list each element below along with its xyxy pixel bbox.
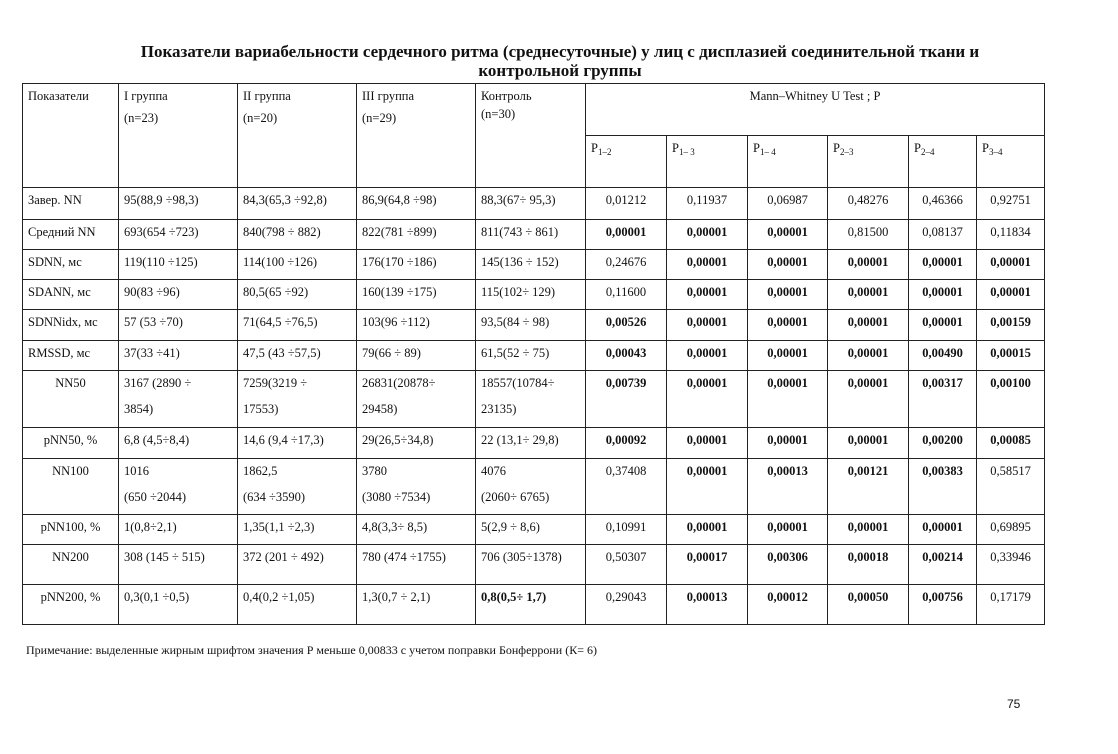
value-cell-c2 xyxy=(238,428,357,459)
value-text: 71(64,5 ÷76,5) xyxy=(243,315,318,329)
value-cell-c4 xyxy=(476,459,586,515)
value-cell-c3 xyxy=(357,459,476,515)
p-base: P xyxy=(914,141,921,155)
row-label: NN50 xyxy=(23,371,119,428)
value-text-cont: (2060÷ 6765) xyxy=(481,490,550,504)
value-text: 0,8(0,5÷ 1,7) xyxy=(481,590,547,604)
p-subscript: 3–4 xyxy=(988,147,1003,157)
p-value-cell: 0,00001 xyxy=(909,280,977,310)
header-p-1 xyxy=(586,136,667,188)
header-group-2 xyxy=(238,84,357,188)
header-group-4 xyxy=(476,84,586,188)
p-base: P xyxy=(672,141,679,155)
p-value-cell: 0,00214 xyxy=(909,545,977,585)
p-value-cell: 0,00001 xyxy=(748,341,828,371)
header-row-1 xyxy=(23,84,1045,136)
p-value-cell: 0,00100 xyxy=(977,371,1045,428)
p-value-cell: 0,00050 xyxy=(828,585,909,625)
value-text: 780 (474 ÷1755) xyxy=(362,550,446,564)
value-text: 4,8(3,3÷ 8,5) xyxy=(362,520,428,534)
value-text: 1(0,8÷2,1) xyxy=(124,520,177,534)
value-text: 90(83 ÷96) xyxy=(124,285,180,299)
p-value-cell: 0,17179 xyxy=(977,585,1045,625)
value-cell-c4 xyxy=(476,341,586,371)
value-cell-c3 xyxy=(357,220,476,250)
header-p-3 xyxy=(748,136,828,188)
p-base: P xyxy=(591,141,598,155)
value-text: 822(781 ÷899) xyxy=(362,225,437,239)
row-label: NN200 xyxy=(23,545,119,585)
p-value-cell: 0,46366 xyxy=(909,188,977,220)
value-text: 1862,5 xyxy=(243,464,278,478)
p-value-cell: 0,00001 xyxy=(748,250,828,280)
value-text: 693(654 ÷723) xyxy=(124,225,199,239)
p-base: P xyxy=(753,141,760,155)
p-value-cell: 0,33946 xyxy=(977,545,1045,585)
value-cell-c3 xyxy=(357,188,476,220)
p-value-cell: 0,00018 xyxy=(828,545,909,585)
row-label: Средний NN xyxy=(23,220,119,250)
value-text: 95(88,9 ÷98,3) xyxy=(124,193,199,207)
p-value-cell: 0,00001 xyxy=(828,341,909,371)
table-row xyxy=(23,310,1045,341)
table-row xyxy=(23,545,1045,585)
group-name: III группа xyxy=(362,89,415,103)
p-value-cell: 0,00001 xyxy=(667,341,748,371)
value-text: 37(33 ÷41) xyxy=(124,346,180,360)
page-number: 75 xyxy=(1007,697,1021,711)
value-text: 0,3(0,1 ÷0,5) xyxy=(124,590,190,604)
value-text-cont: 17553) xyxy=(243,402,279,416)
p-value-cell: 0,00001 xyxy=(977,280,1045,310)
header-group-3 xyxy=(357,84,476,188)
value-cell-c3 xyxy=(357,515,476,545)
row-label: SDANN, мс xyxy=(23,280,119,310)
p-value-cell: 0,37408 xyxy=(586,459,667,515)
p-value-cell: 0,00001 xyxy=(667,310,748,341)
value-cell-c2 xyxy=(238,341,357,371)
p-value-cell: 0,00013 xyxy=(667,585,748,625)
p-value-cell: 0,00085 xyxy=(977,428,1045,459)
value-text: 79(66 ÷ 89) xyxy=(362,346,421,360)
value-text-cont: (650 ÷2044) xyxy=(124,490,187,504)
group-name: I группа xyxy=(124,89,168,103)
value-text: 6,8 (4,5÷8,4) xyxy=(124,433,190,447)
value-cell-c3 xyxy=(357,310,476,341)
value-text: 308 (145 ÷ 515) xyxy=(124,550,205,564)
p-value-cell: 0,00200 xyxy=(909,428,977,459)
value-cell-c1 xyxy=(119,250,238,280)
header-p-6 xyxy=(977,136,1045,188)
p-value-cell: 0,24676 xyxy=(586,250,667,280)
table-row xyxy=(23,585,1045,625)
row-label: RMSSD, мс xyxy=(23,341,119,371)
row-label: SDNNidx, мс xyxy=(23,310,119,341)
value-cell-c2 xyxy=(238,280,357,310)
p-value-cell: 0,00001 xyxy=(909,515,977,545)
p-value-cell: 0,00001 xyxy=(748,371,828,428)
value-text: 61,5(52 ÷ 75) xyxy=(481,346,550,360)
p-value-cell: 0,11937 xyxy=(667,188,748,220)
p-value-cell: 0,00092 xyxy=(586,428,667,459)
title-line-1: Показатели вариабельности сердечного ритма (среднесуточные) у лиц с дисплазией соединительной ткани и xyxy=(140,42,980,61)
p-value-cell: 0,11834 xyxy=(977,220,1045,250)
table-row xyxy=(23,341,1045,371)
value-cell-c4 xyxy=(476,310,586,341)
value-cell-c1 xyxy=(119,371,238,428)
value-text: 57 (53 ÷70) xyxy=(124,315,183,329)
value-cell-c1 xyxy=(119,459,238,515)
value-text: 86,9(64,8 ÷98) xyxy=(362,193,437,207)
p-value-cell: 0,00001 xyxy=(828,428,909,459)
value-text-cont: 29458) xyxy=(362,402,398,416)
table-title xyxy=(60,42,1060,80)
value-text: 88,3(67÷ 95,3) xyxy=(481,193,556,207)
p-value-cell: 0,92751 xyxy=(977,188,1045,220)
value-text: 115(102÷ 129) xyxy=(481,285,556,299)
p-value-cell: 0,00001 xyxy=(828,250,909,280)
table-row xyxy=(23,250,1045,280)
p-subscript: 1– 3 xyxy=(678,147,695,157)
p-value-cell: 0,00739 xyxy=(586,371,667,428)
value-text: 80,5(65 ÷92) xyxy=(243,285,309,299)
header-p-5 xyxy=(909,136,977,188)
footnote: Примечание: выделенные жирным шрифтом значения Р меньше 0,00833 с учетом поправки Бонферрони (К= 6) xyxy=(26,643,597,657)
value-text: 22 (13,1÷ 29,8) xyxy=(481,433,559,447)
p-value-cell: 0,08137 xyxy=(909,220,977,250)
value-text: 103(96 ÷112) xyxy=(362,315,430,329)
p-base: P xyxy=(982,141,989,155)
value-cell-c1 xyxy=(119,341,238,371)
p-value-cell: 0,00001 xyxy=(748,280,828,310)
table-row xyxy=(23,428,1045,459)
value-cell-c3 xyxy=(357,545,476,585)
group-n: (n=29) xyxy=(362,111,397,125)
row-label: Завер. NN xyxy=(23,188,119,220)
value-cell-c2 xyxy=(238,250,357,280)
value-cell-c4 xyxy=(476,428,586,459)
p-value-cell: 0,00001 xyxy=(977,250,1045,280)
value-cell-c1 xyxy=(119,310,238,341)
value-cell-c2 xyxy=(238,515,357,545)
value-text: 1,3(0,7 ÷ 2,1) xyxy=(362,590,431,604)
value-cell-c3 xyxy=(357,428,476,459)
p-value-cell: 0,00001 xyxy=(828,515,909,545)
value-text: 811(743 ÷ 861) xyxy=(481,225,559,239)
p-value-cell: 0,00001 xyxy=(909,310,977,341)
value-cell-c4 xyxy=(476,220,586,250)
value-cell-c3 xyxy=(357,250,476,280)
value-cell-c4 xyxy=(476,250,586,280)
value-cell-c1 xyxy=(119,188,238,220)
p-value-cell: 0,00012 xyxy=(748,585,828,625)
value-text: 1,35(1,1 ÷2,3) xyxy=(243,520,315,534)
value-cell-c4 xyxy=(476,188,586,220)
value-cell-c2 xyxy=(238,585,357,625)
group-n: (n=20) xyxy=(243,111,278,125)
value-text: 176(170 ÷186) xyxy=(362,255,437,269)
value-cell-c4 xyxy=(476,280,586,310)
value-text: 4076 xyxy=(481,464,506,478)
p-value-cell: 0,00001 xyxy=(667,280,748,310)
group-name: Контроль xyxy=(481,89,532,103)
value-cell-c3 xyxy=(357,585,476,625)
p-value-cell: 0,00013 xyxy=(748,459,828,515)
value-text: 840(798 ÷ 882) xyxy=(243,225,321,239)
p-subscript: 2–3 xyxy=(839,147,854,157)
header-p-2 xyxy=(667,136,748,188)
p-value-cell: 0,00001 xyxy=(748,310,828,341)
value-cell-c3 xyxy=(357,371,476,428)
value-cell-c4 xyxy=(476,585,586,625)
row-label: pNN200, % xyxy=(23,585,119,625)
value-text: 0,4(0,2 ÷1,05) xyxy=(243,590,315,604)
group-n: (n=30) xyxy=(481,107,516,121)
p-value-cell: 0,81500 xyxy=(828,220,909,250)
value-text: 47,5 (43 ÷57,5) xyxy=(243,346,321,360)
p-subscript: 1–2 xyxy=(597,147,612,157)
p-value-cell: 0,00001 xyxy=(828,371,909,428)
p-value-cell: 0,00001 xyxy=(909,250,977,280)
p-value-cell: 0,00317 xyxy=(909,371,977,428)
p-subscript: 1– 4 xyxy=(759,147,776,157)
value-cell-c1 xyxy=(119,428,238,459)
p-subscript: 2–4 xyxy=(920,147,935,157)
p-base: P xyxy=(833,141,840,155)
p-value-cell: 0,00017 xyxy=(667,545,748,585)
value-cell-c2 xyxy=(238,310,357,341)
p-value-cell: 0,00001 xyxy=(667,428,748,459)
value-text: 93,5(84 ÷ 98) xyxy=(481,315,550,329)
value-cell-c1 xyxy=(119,545,238,585)
value-cell-c1 xyxy=(119,280,238,310)
group-name: II группа xyxy=(243,89,291,103)
p-value-cell: 0,00490 xyxy=(909,341,977,371)
table-row xyxy=(23,188,1045,220)
p-value-cell: 0,00001 xyxy=(586,220,667,250)
p-value-cell: 0,00043 xyxy=(586,341,667,371)
p-value-cell: 0,48276 xyxy=(828,188,909,220)
value-cell-c4 xyxy=(476,515,586,545)
row-label: SDNN, мс xyxy=(23,250,119,280)
value-cell-c3 xyxy=(357,341,476,371)
value-text-cont: (3080 ÷7534) xyxy=(362,490,431,504)
p-value-cell: 0,00001 xyxy=(667,220,748,250)
value-text: 114(100 ÷126) xyxy=(243,255,318,269)
value-text: 18557(10784÷ xyxy=(481,376,555,390)
value-cell-c2 xyxy=(238,459,357,515)
p-value-cell: 0,00001 xyxy=(828,280,909,310)
value-text-cont: 23135) xyxy=(481,402,517,416)
value-text: 372 (201 ÷ 492) xyxy=(243,550,324,564)
p-value-cell: 0,00001 xyxy=(667,250,748,280)
value-cell-c2 xyxy=(238,545,357,585)
p-value-cell: 0,10991 xyxy=(586,515,667,545)
value-text: 7259(3219 ÷ xyxy=(243,376,308,390)
p-value-cell: 0,00001 xyxy=(667,515,748,545)
value-cell-c4 xyxy=(476,371,586,428)
row-label: pNN100, % xyxy=(23,515,119,545)
p-value-cell: 0,00159 xyxy=(977,310,1045,341)
p-value-cell: 0,06987 xyxy=(748,188,828,220)
header-group-1 xyxy=(119,84,238,188)
p-value-cell: 0,00001 xyxy=(748,428,828,459)
value-text: 3167 (2890 ÷ xyxy=(124,376,192,390)
value-text: 84,3(65,3 ÷92,8) xyxy=(243,193,327,207)
p-value-cell: 0,00306 xyxy=(748,545,828,585)
value-text: 26831(20878÷ xyxy=(362,376,436,390)
value-cell-c4 xyxy=(476,545,586,585)
p-value-cell: 0,50307 xyxy=(586,545,667,585)
p-value-cell: 0,11600 xyxy=(586,280,667,310)
value-text: 706 (305÷1378) xyxy=(481,550,562,564)
value-text: 160(139 ÷175) xyxy=(362,285,437,299)
value-text-cont: (634 ÷3590) xyxy=(243,490,306,504)
p-value-cell: 0,29043 xyxy=(586,585,667,625)
title-line-2: контрольной группы xyxy=(478,61,642,80)
p-value-cell: 0,01212 xyxy=(586,188,667,220)
hrv-table xyxy=(22,83,1045,625)
p-value-cell: 0,69895 xyxy=(977,515,1045,545)
p-value-cell: 0,00001 xyxy=(667,371,748,428)
p-value-cell: 0,00001 xyxy=(748,515,828,545)
table-row xyxy=(23,515,1045,545)
table-row xyxy=(23,220,1045,250)
p-value-cell: 0,00756 xyxy=(909,585,977,625)
table-row xyxy=(23,280,1045,310)
header-test: Mann–Whitney U Test ; P xyxy=(586,84,1045,136)
value-cell-c1 xyxy=(119,585,238,625)
value-cell-c1 xyxy=(119,515,238,545)
value-cell-c2 xyxy=(238,220,357,250)
table-row xyxy=(23,371,1045,428)
value-text-cont: 3854) xyxy=(124,402,154,416)
value-text: 5(2,9 ÷ 8,6) xyxy=(481,520,540,534)
value-cell-c1 xyxy=(119,220,238,250)
value-text: 119(110 ÷125) xyxy=(124,255,198,269)
value-text: 1016 xyxy=(124,464,149,478)
value-text: 14,6 (9,4 ÷17,3) xyxy=(243,433,324,447)
value-text: 29(26,5÷34,8) xyxy=(362,433,434,447)
p-value-cell: 0,00001 xyxy=(667,459,748,515)
row-label: NN100 xyxy=(23,459,119,515)
p-value-cell: 0,00383 xyxy=(909,459,977,515)
table-row xyxy=(23,459,1045,515)
header-indicators: Показатели xyxy=(23,84,119,188)
value-text: 3780 xyxy=(362,464,387,478)
p-value-cell: 0,00121 xyxy=(828,459,909,515)
p-value-cell: 0,58517 xyxy=(977,459,1045,515)
value-cell-c3 xyxy=(357,280,476,310)
p-value-cell: 0,00015 xyxy=(977,341,1045,371)
group-n: (n=23) xyxy=(124,111,159,125)
p-value-cell: 0,00001 xyxy=(828,310,909,341)
value-cell-c2 xyxy=(238,371,357,428)
p-value-cell: 0,00526 xyxy=(586,310,667,341)
value-cell-c2 xyxy=(238,188,357,220)
row-label: pNN50, % xyxy=(23,428,119,459)
header-p-4 xyxy=(828,136,909,188)
value-text: 145(136 ÷ 152) xyxy=(481,255,559,269)
p-value-cell: 0,00001 xyxy=(748,220,828,250)
